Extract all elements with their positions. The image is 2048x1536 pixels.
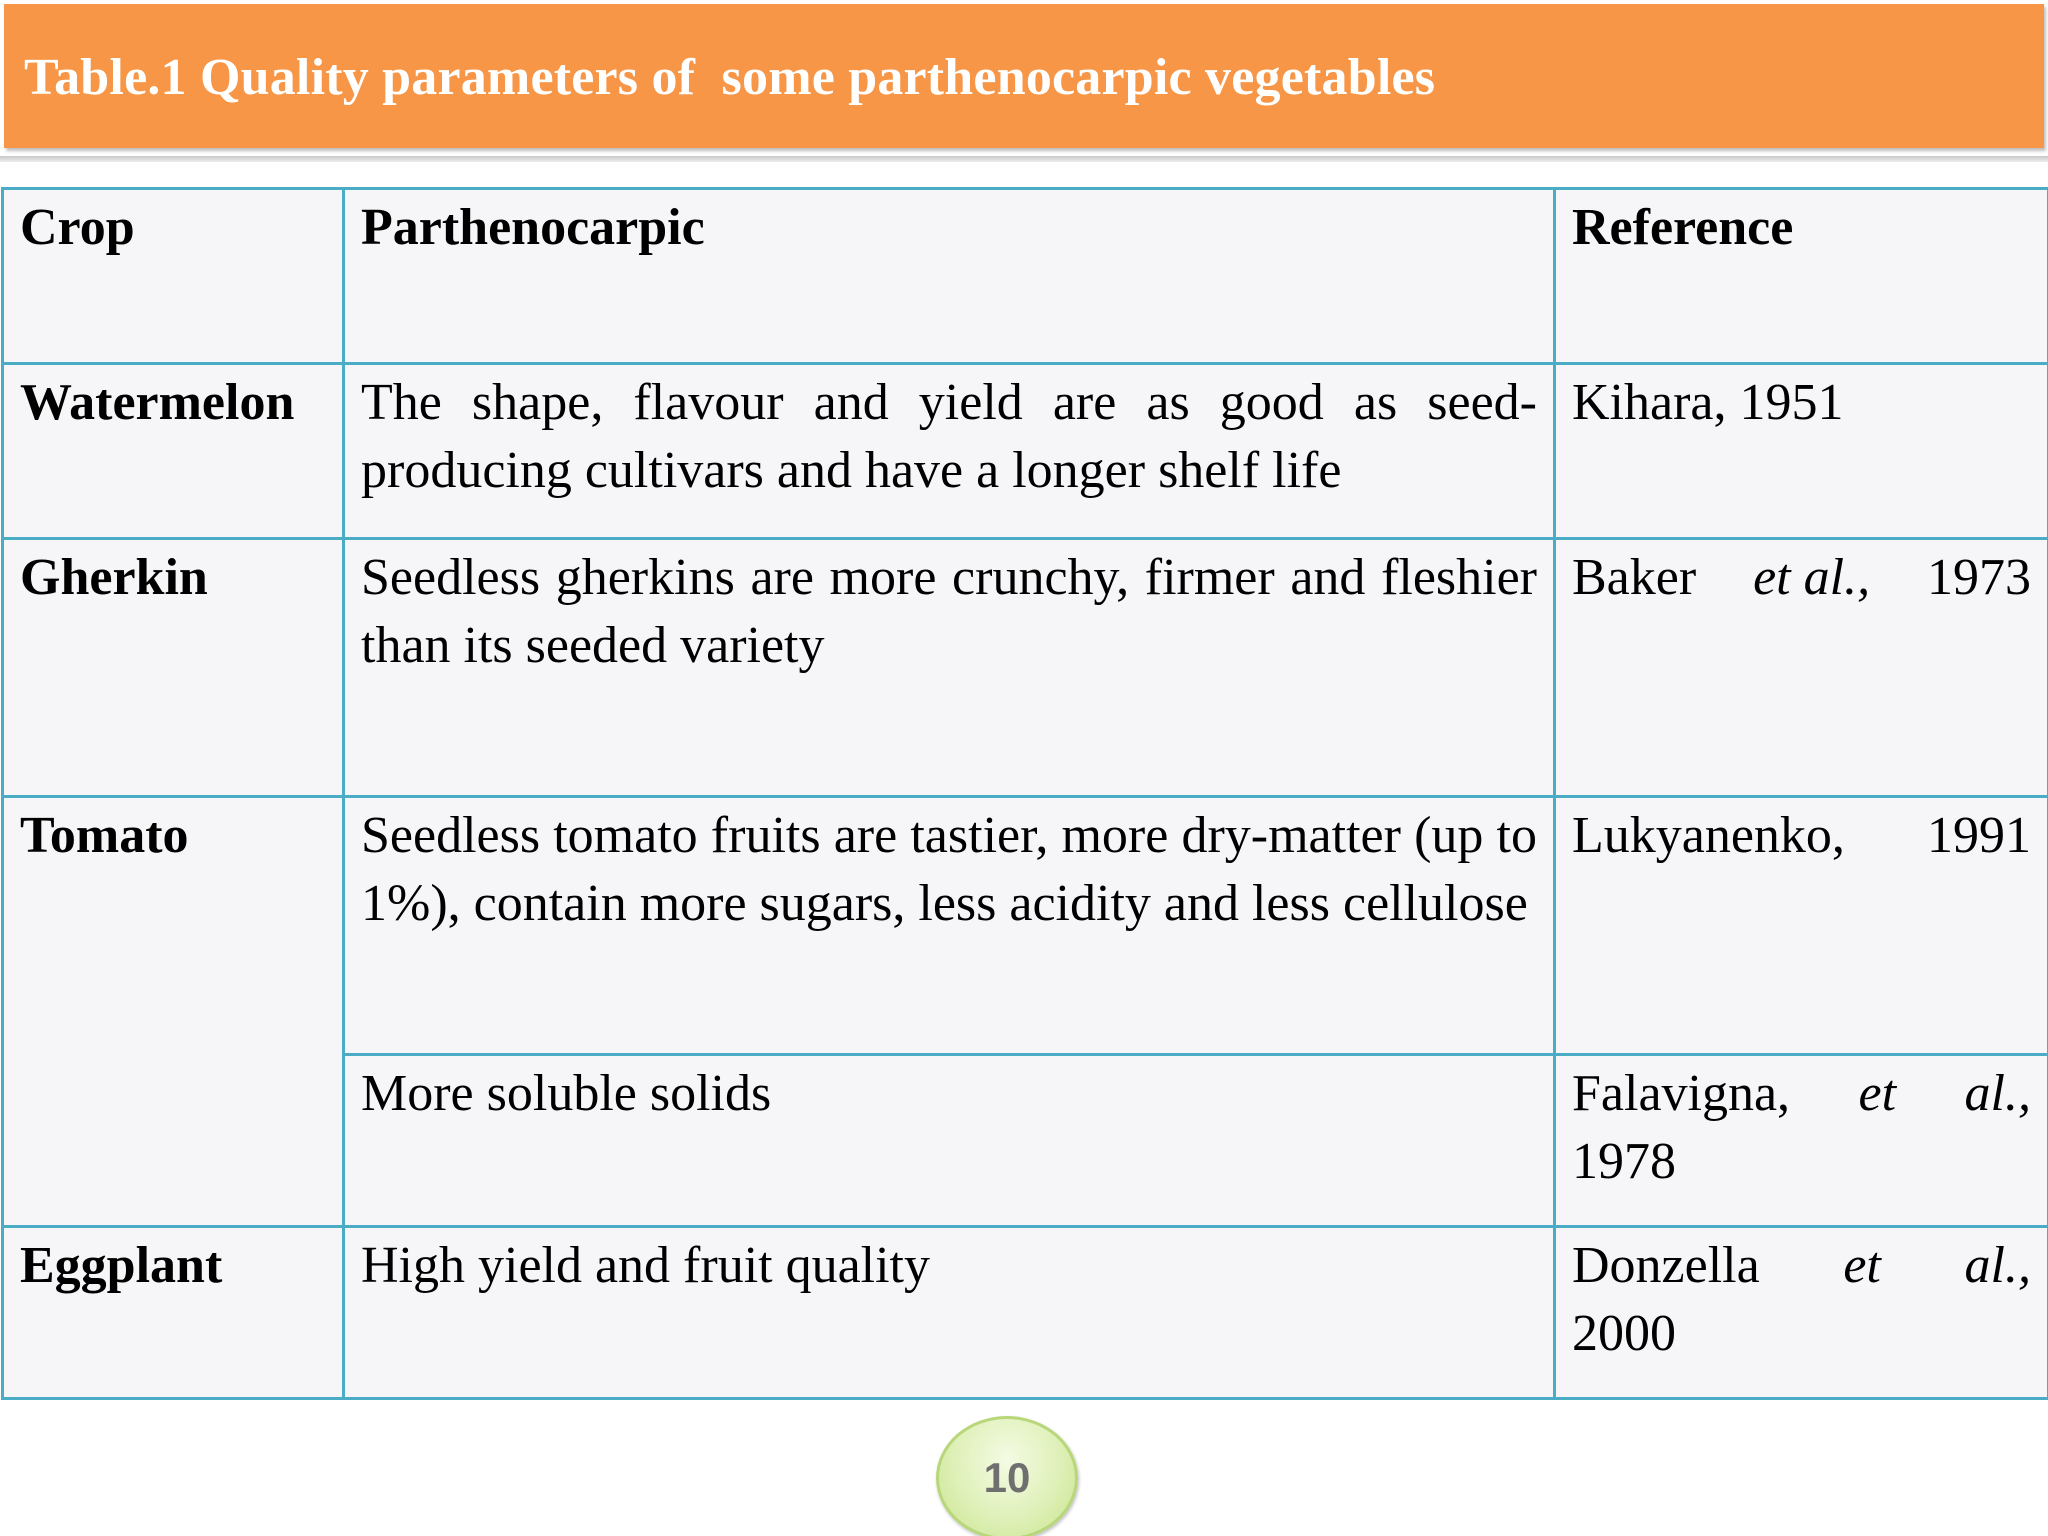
reference-year: 1951 (1739, 374, 1844, 431)
reference-year: 1991 (1927, 807, 2031, 864)
header-crop: Crop (3, 189, 344, 364)
reference-year: 1973 (1927, 549, 2031, 606)
reference-cell (1555, 1055, 2048, 1227)
reference-cell (1555, 364, 2048, 539)
page-number: 10 (983, 1454, 1031, 1501)
reference-line (1572, 544, 2031, 612)
reference-author: Donzella (1572, 1237, 1760, 1294)
crop-cell: Tomato (3, 797, 344, 1227)
crop-cell: Gherkin (3, 539, 344, 797)
table-row-watermelon (3, 364, 2048, 539)
header-reference: Reference (1555, 189, 2048, 364)
table-row-tomato (3, 797, 2048, 1055)
description-cell: More soluble solids (344, 1055, 1555, 1227)
description-cell: Seedless gherkins are more crunchy, firmer and fleshier than its seeded variety (344, 539, 1555, 797)
reference-author: Lukyanenko, (1572, 807, 1845, 864)
crop-cell: Watermelon (3, 364, 344, 539)
reference-etal: al., (1964, 1237, 2031, 1294)
crop-cell: Eggplant (3, 1227, 344, 1399)
page-number-badge (936, 1416, 1078, 1536)
reference-author: Baker (1572, 549, 1697, 606)
header-parthenocarpic: Parthenocarpic (344, 189, 1555, 364)
reference-etal: et al., (1753, 549, 1871, 606)
title-bar (4, 4, 2044, 148)
description-cell: High yield and fruit quality (344, 1227, 1555, 1399)
reference-year: 1978 (1572, 1133, 1676, 1190)
table-row-eggplant (3, 1227, 2048, 1399)
reference-line (1572, 1060, 2031, 1128)
description-cell: Seedless tomato fruits are tastier, more dry-matter (up to 1%), contain more sugars, less acidity and less cellulose (344, 797, 1555, 1055)
title-divider (0, 156, 2048, 162)
reference-etal: et (1843, 1237, 1881, 1294)
reference-year: 2000 (1572, 1305, 1676, 1362)
reference-cell (1555, 1227, 2048, 1399)
reference-etal: et (1858, 1065, 1897, 1122)
reference-cell (1555, 539, 2048, 797)
slide-title: Table.1 Quality parameters of some parthenocarpic vegetables (24, 49, 1436, 106)
reference-author: Kihara, (1572, 374, 1727, 431)
table-header-row (3, 189, 2048, 364)
quality-parameters-table (1, 187, 2048, 1400)
reference-line (1572, 1232, 2031, 1300)
description-cell: The shape, flavour and yield are as good as seed-producing cultivars and have a longer shelf life (344, 364, 1555, 539)
reference-etal: al., (1964, 1065, 2031, 1122)
table-row-gherkin (3, 539, 2048, 797)
reference-line (1572, 802, 2031, 870)
reference-cell (1555, 797, 2048, 1055)
reference-author: Falavigna, (1572, 1065, 1791, 1122)
